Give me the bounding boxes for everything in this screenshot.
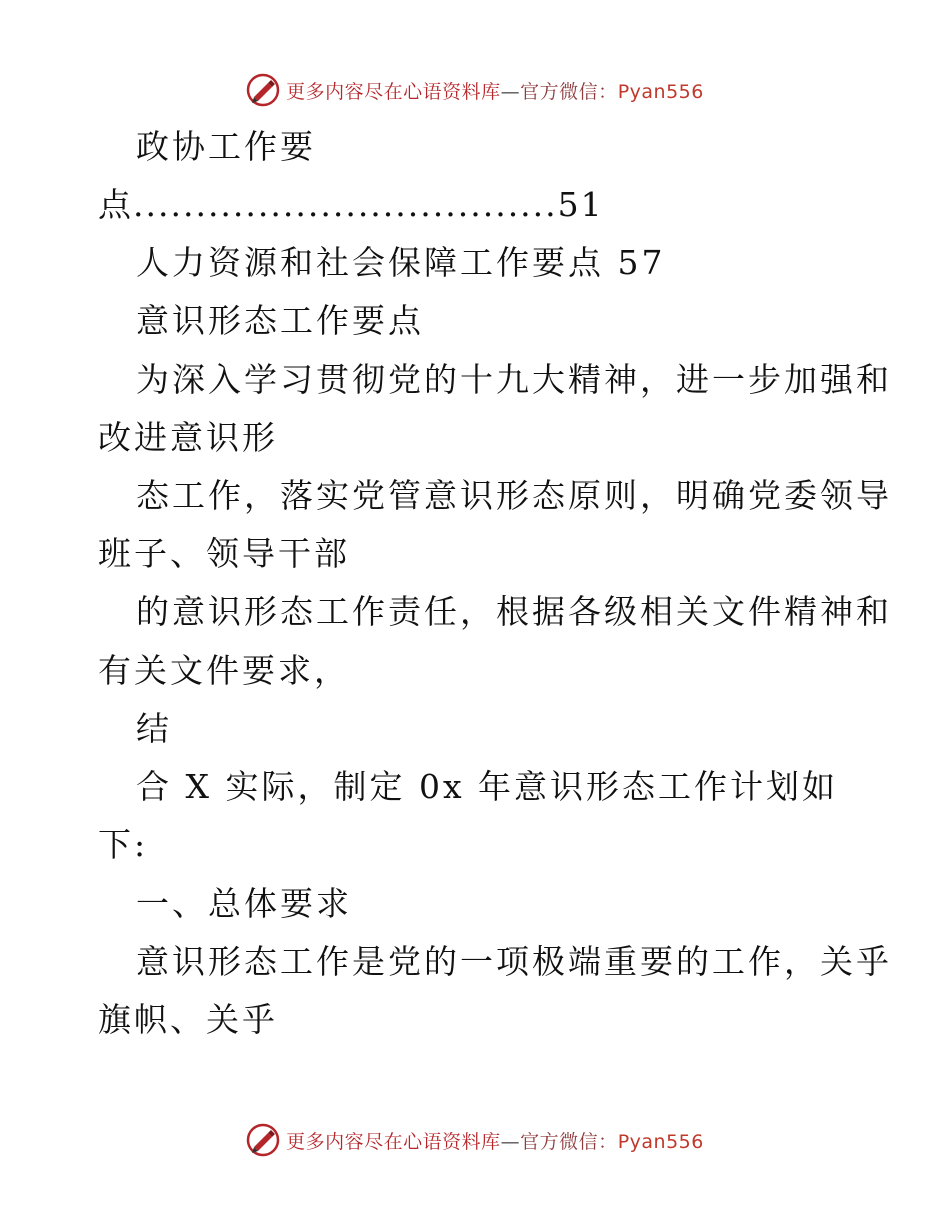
body-line: 结 xyxy=(136,709,172,748)
body-line: 意识形态工作是党的一项极端重要的工作，关乎 xyxy=(136,942,892,981)
body-line: 点..................................51 xyxy=(98,185,604,224)
body-line: 态工作，落实党管意识形态原则，明确党委领导 xyxy=(136,476,892,515)
pen-logo-icon xyxy=(246,73,280,107)
body-line: 人力资源和社会保障工作要点 57 xyxy=(136,243,666,282)
banner-dash: — xyxy=(500,80,521,103)
body-line: 合 X 实际，制定 0x 年意识形态工作计划如 xyxy=(136,767,839,806)
banner-dash: — xyxy=(500,1130,521,1153)
header-watermark-banner xyxy=(0,70,950,110)
body-line: 有关文件要求， xyxy=(98,651,350,690)
banner-text xyxy=(286,1127,704,1154)
body-line: 一、总体要求 xyxy=(136,884,352,923)
body-line: 改进意识形 xyxy=(98,418,278,457)
body-line: 意识形态工作要点 xyxy=(136,301,424,340)
body-line: 旗帜、关乎 xyxy=(98,1000,278,1039)
body-line: 政协工作要 xyxy=(136,127,316,166)
banner-wechat-id: Pyan556 xyxy=(617,80,704,103)
body-line: 为深入学习贯彻党的十九大精神，进一步加强和 xyxy=(136,360,892,399)
banner-text xyxy=(286,77,704,104)
banner-prefix: 更多内容尽在心语资料库 xyxy=(286,1130,501,1153)
banner-wechat-id: Pyan556 xyxy=(617,1130,704,1153)
banner-label: 官方微信： xyxy=(520,1130,618,1153)
pen-logo-icon xyxy=(246,1123,280,1157)
banner-label: 官方微信： xyxy=(520,80,618,103)
body-line: 班子、领导干部 xyxy=(98,534,350,573)
footer-watermark-banner xyxy=(0,1120,950,1160)
banner-prefix: 更多内容尽在心语资料库 xyxy=(286,80,501,103)
body-line: 的意识形态工作责任，根据各级相关文件精神和 xyxy=(136,592,892,631)
body-line: 下: xyxy=(98,825,149,864)
